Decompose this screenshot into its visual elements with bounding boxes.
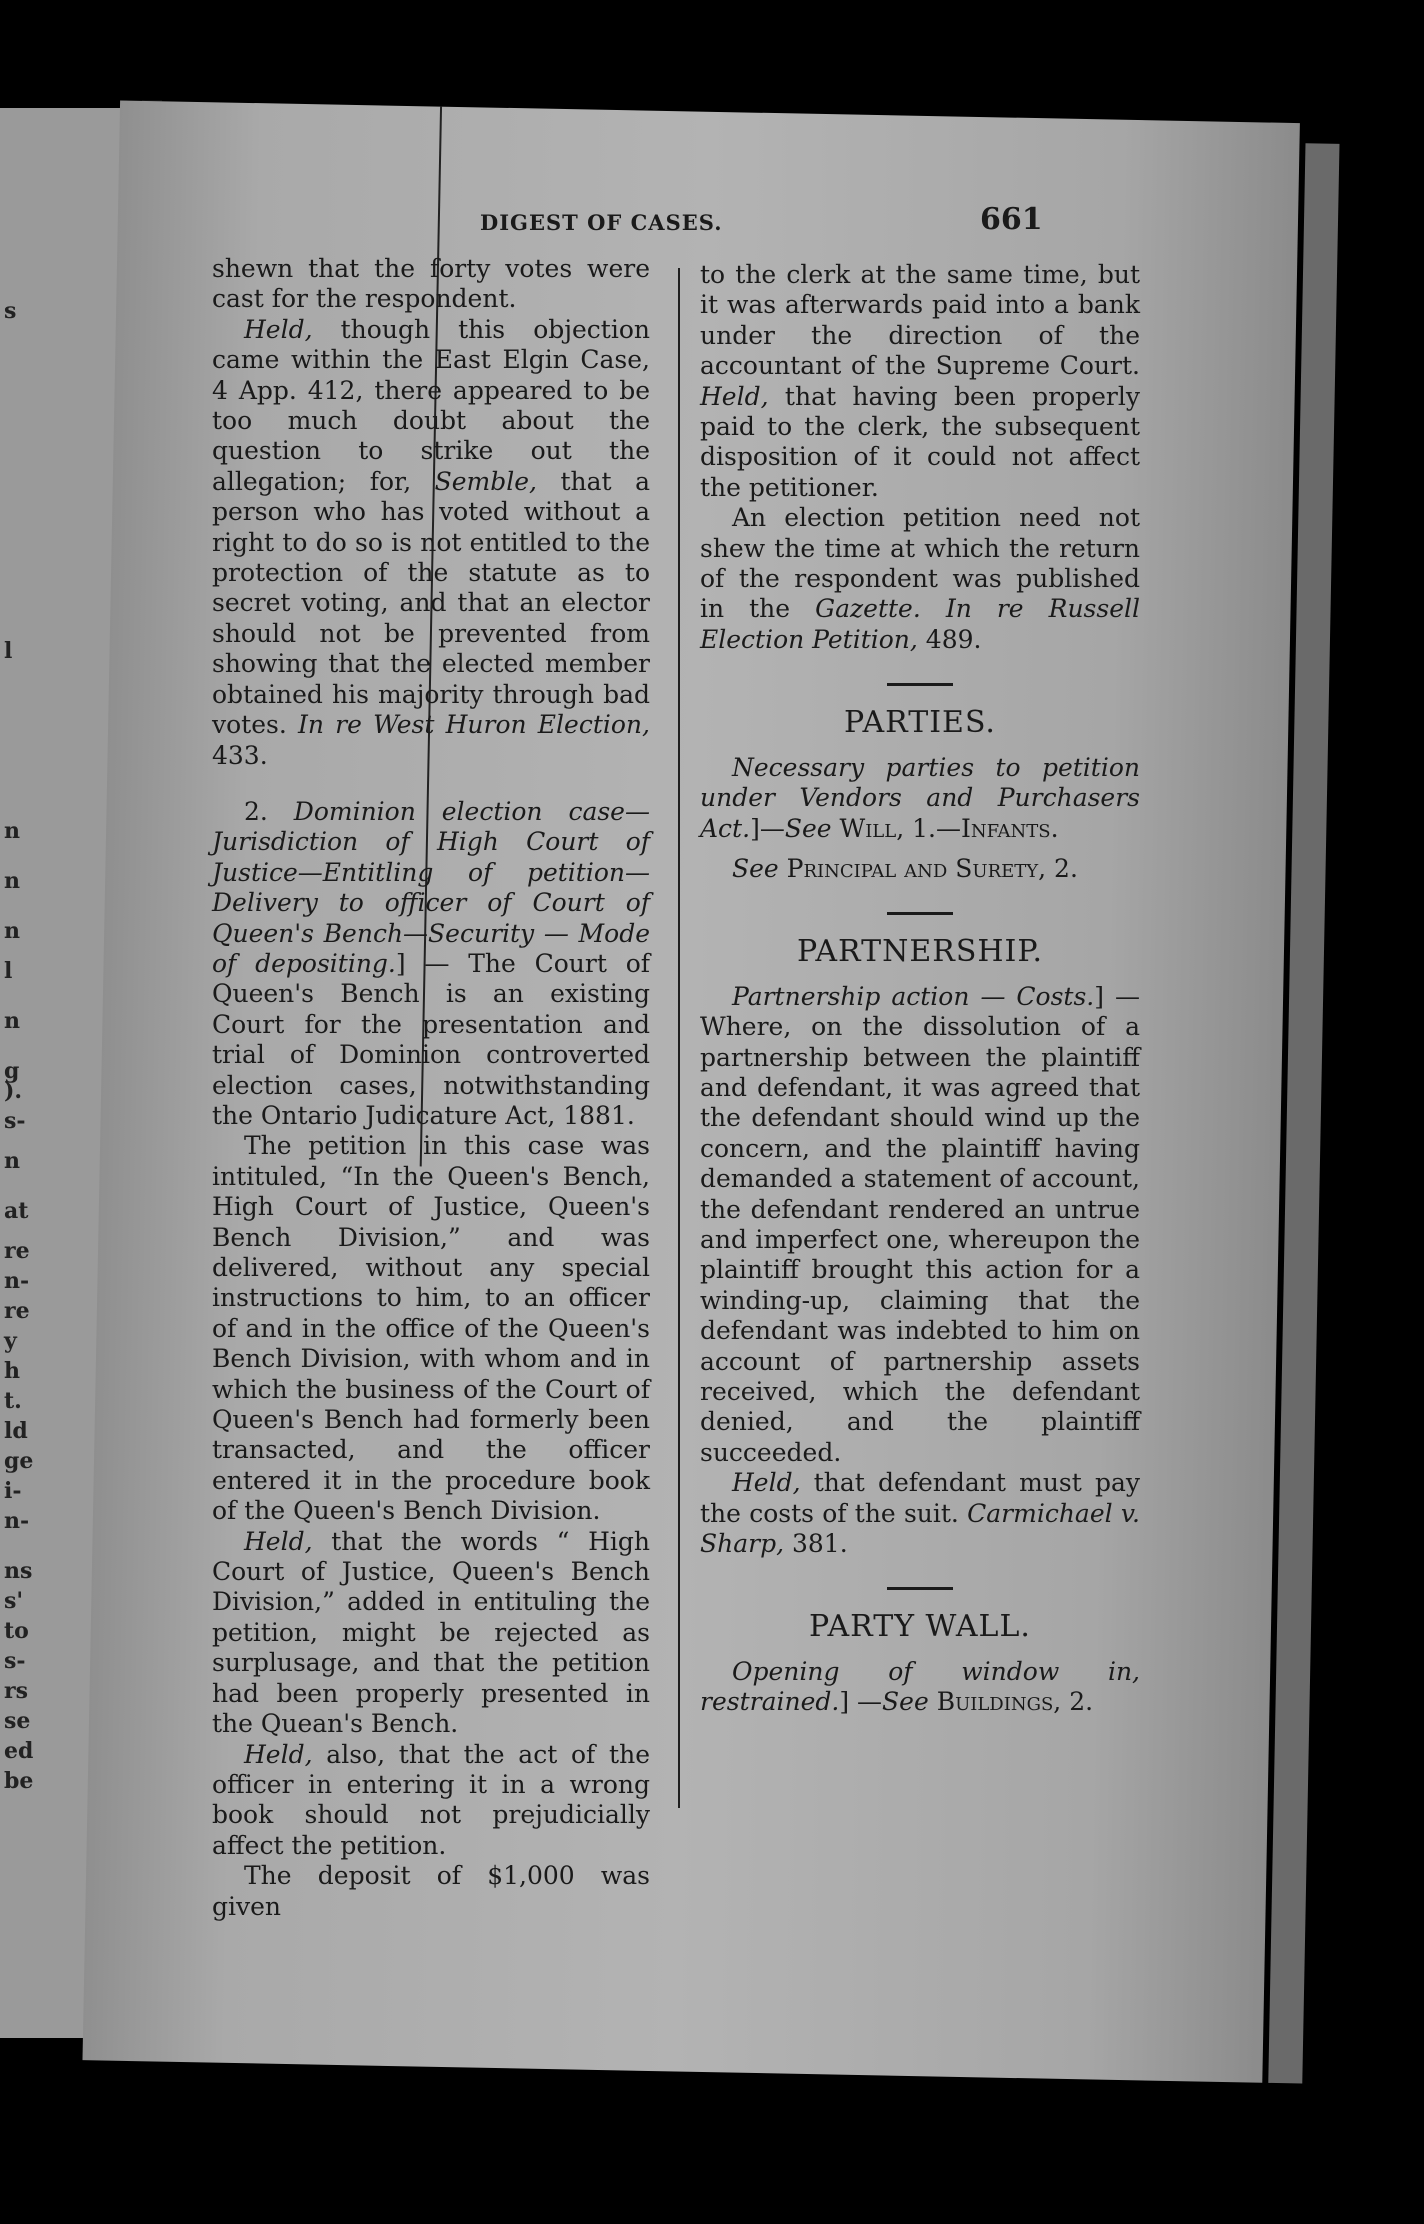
prev-page-fragment: s' xyxy=(4,1588,24,1614)
prev-page-fragment: n xyxy=(4,868,20,894)
prev-page-fragment: re xyxy=(4,1298,30,1324)
prev-page-fragment: rs xyxy=(4,1678,28,1704)
section-heading-party-wall: PARTY WALL. xyxy=(809,1609,1031,1645)
prev-page-fragment: n- xyxy=(4,1508,30,1534)
prev-page-fragment: n xyxy=(4,1008,20,1034)
prev-page-fragment: ld xyxy=(4,1418,28,1444)
paragraph: Partnership action — Costs.] — Where, on the dissolution of a partnership between the plaintiff and defendant, it was agreed that the defendant should wind up the concern, and the plaintiff having demanded a statement of account, the defendant rendered an untrue and imperfect one, whereupon the plaintiff brought this action for a winding-up, claiming that the defendant was indebted to him on account of partnership assets received, which the defendant denied, and the plaintiff succeeded. xyxy=(700,981,1141,1467)
prev-page-fragment: se xyxy=(4,1708,31,1734)
paragraph: See Principal and Surety, 2. xyxy=(732,853,1078,883)
prev-page-fragment: ns xyxy=(4,1558,33,1584)
section-heading-parties: PARTIES. xyxy=(844,705,996,741)
paragraph: Held, that defendant must pay the costs of the suit. Carmichael v. Sharp, 381. xyxy=(700,1468,1140,1559)
prev-page-fragment: at xyxy=(4,1198,29,1224)
prev-page-fragment: to xyxy=(4,1618,29,1644)
prev-page-fragment: ). xyxy=(4,1078,23,1104)
paragraph: Held, also, that the act of the officer in entering it in a wrong book should not prejudicially affect the petition. xyxy=(212,1739,650,1860)
prev-page-fragment: ed xyxy=(4,1738,34,1764)
prev-page-fragment: s- xyxy=(4,1108,26,1134)
paragraph: 2. Dominion election case—Jurisdiction of High Court of Justice—Entitling of petition—Delivery to officer of Court of Queen's Bench—Security — Mode of depositing.] — The Court of Queen's Bench is an existing Court for the presentation and trial of Dominion controverted election cases, notwithstanding the Ontario Judicature Act, 1881. xyxy=(212,796,650,1130)
prev-page-fragment: l xyxy=(4,638,13,664)
prev-page-fragment: ge xyxy=(4,1448,34,1474)
section-separator xyxy=(887,1587,953,1590)
paragraph: shewn that the forty votes were cast for the respondent. xyxy=(212,254,650,314)
right-column xyxy=(700,260,1140,1718)
prev-page-fragment: i- xyxy=(4,1478,22,1504)
paragraph: Held, though this objection came within the East Elgin Case, 4 App. 412, there appeared to be too much doubt about the question to strike out the allegation; for, Semble, that a person who has voted without a right to do so is not entitled to the protection of the statute as to secret voting, and that an elector should not be prevented from showing that the elected member obtained his majority through bad votes. In re West Huron Election, 433. xyxy=(212,314,650,770)
prev-page-fragment: n xyxy=(4,1148,20,1174)
prev-page-fragment: re xyxy=(4,1238,30,1264)
prev-page-fragment: s xyxy=(4,298,17,324)
page-number: 661 xyxy=(980,202,1043,237)
prev-page-fragment: t. xyxy=(4,1388,22,1414)
paragraph: The petition in this case was intituled, “In the Queen's Bench, High Court of Justice, Queen's Bench Division,” and was delivered, without any special instructions to him, to an officer of and in the office of the Queen's Bench Division, with whom and in which the business of the Court of Queen's Bench had formerly been transacted, and the officer entered it in the procedure book of the Queen's Bench Division. xyxy=(212,1131,650,1526)
prev-page-fragment: g xyxy=(4,1058,20,1084)
section-heading-partnership: PARTNERSHIP. xyxy=(796,934,1044,970)
prev-page-fragment: y xyxy=(4,1328,17,1354)
prev-page-fragment: l xyxy=(4,958,13,984)
paragraph: Held, that the words “ High Court of Justice, Queen's Bench Division,” added in entituling the petition, might be rejected as surplusage, and that the petition had been properly presented in the Quean's Bench. xyxy=(212,1526,650,1739)
paragraph: Necessary parties to petition under Vendors and Purchasers Act.]—See Will, 1.—Infants. xyxy=(700,752,1140,843)
prev-page-fragment: be xyxy=(4,1768,34,1794)
prev-page-fragment: h xyxy=(4,1358,20,1384)
section-separator xyxy=(887,912,953,915)
paragraph: An election petition need not shew the time at which the return of the respondent was published in the Gazette. In re Russell Election Petition, 489. xyxy=(700,503,1140,654)
page-edge xyxy=(1268,143,1339,2083)
prev-page-fragment: n- xyxy=(4,1268,30,1294)
column-divider xyxy=(678,268,680,1808)
paragraph: to the clerk at the same time, but it was afterwards paid into a bank under the direction of the accountant of the Supreme Court. Held, that having been properly paid to the clerk, the subsequent disposition of it could not affect the petitioner. xyxy=(700,260,1140,502)
prev-page-fragment: n xyxy=(4,818,20,844)
left-column xyxy=(212,254,650,1922)
section-separator xyxy=(887,683,953,686)
paragraph: Opening of window in, restrained.] —See Buildings, 2. xyxy=(700,1656,1140,1717)
page-title: DIGEST OF CASES. xyxy=(480,210,723,235)
prev-page-fragment: s- xyxy=(4,1648,26,1674)
paragraph: The deposit of $1,000 was given xyxy=(212,1861,650,1921)
prev-page-fragment: n xyxy=(4,918,20,944)
